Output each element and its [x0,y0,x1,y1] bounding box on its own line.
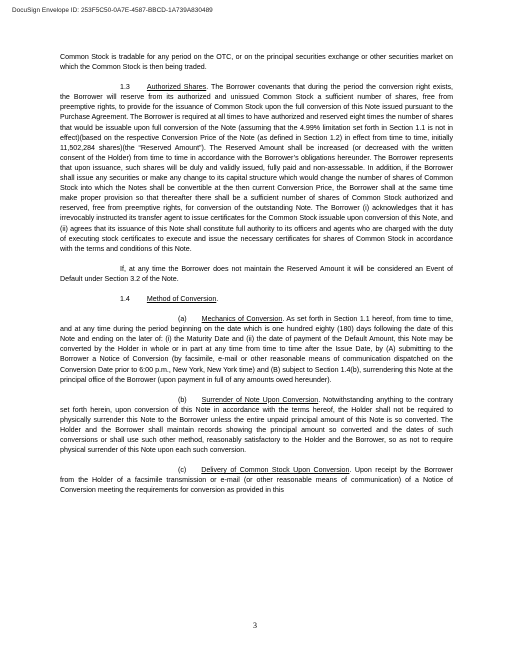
subsection-a-mechanics-of-conversion [60,314,453,385]
document-page [60,52,453,496]
paragraph-reserved-amount-default [60,264,453,284]
section-number: 1.3 [120,83,130,92]
section-heading-trail: . [216,294,219,303]
subsection-text: . As set forth in Section 1.1 hereof, from time to time, and at any time during the period beginning on the date which is one hundred eighty (180) days following the date of this Note and ending on the later of: (i) the Maturity Date and (ii) the date of payment of the Default Amount, this Note may be converted by the Holder in whole or in part at any time from time to time after the Issue Date, by (A) submitting to the Borrower a Notice of Conversion (by facsimile, e-mail or other reasonable means of communication dispatched on the Conversion Date prior to 6:00 p.m., New York, New York time) and (B) subject to Section 1.4(b), surrendering this Note at the principal office of the Borrower (upon payment in full of any amounts owed hereunder). [60,315,453,384]
paragraph-otc-trading: Common Stock is tradable for any period on the OTC, or on the principal securities exchange or other securities market on which the Common Stock is then being traded. [60,53,453,72]
subsection-label: (b) [178,395,187,404]
section-heading: Authorized Shares [146,83,207,92]
subsection-heading: Delivery of Common Stock Upon Conversion [201,466,350,475]
subsection-label: (a) [178,315,187,324]
paragraph-text: If, at any time the Borrower does not maintain the Reserved Amount it will be considered an Event of Default under Section 3.2 of the Note. [60,264,453,283]
subsection-text: . Upon receipt by the Borrower from the Holder of a facsimile transmission or e-mail (or other reasonable means of communication) of a Notice of Conversion meeting the requirements for conversion as provided in this [60,466,453,495]
section-1-4-method-of-conversion [60,294,453,304]
section-number: 1.4 [120,294,130,303]
docusign-envelope-id: DocuSign Envelope ID: 253F5C50-0A7E-4587-BBCD-1A739A830489 [12,7,213,14]
section-text: . The Borrower covenants that during the period the conversion right exists, the Borrower will reserve from its authorized and unissued Common Stock a sufficient number of shares, free from preemptive rights, to provide for the issuance of Common Stock upon the full conversion of this Note issued pursuant to the Purchase Agreement. The Borrower is required at all times to have authorized and reserved eight times the number of shares that would be issuable upon full conversion of the Note (assuming that the 4.99% limitation set forth in Section 1.1 is not in effect)(based on the respective Conversion Price of the Note (as defined in Section 1.2) in effect from time to time, initially 11,502,284 shares)(the “Reserved Amount”). The Reserved Amount shall be increased (or decreased with the written consent of the Holder) from time to time in accordance with the Borrower’s obligations hereunder. The Borrower represents that upon issuance, such shares will be duly and validly issued, fully paid and non-assessable. In addition, if the Borrower shall issue any securities or make any change to its capital structure which would change the number of shares of Common Stock into which the Notes shall be convertible at the then current Conversion Price, the Borrower shall at the same time make proper provision so that thereafter there shall be a sufficient number of shares of Common Stock authorized and reserved, free from preemptive rights, for conversion of the outstanding Note. The Borrower (i) acknowledges that it has irrevocably instructed its transfer agent to issue certificates for the Common Stock issuable upon conversion of this Note, and (ii) agrees that its issuance of this Note shall constitute full authority to its officers and agents who are charged with the duty of executing stock certificates to execute and issue the necessary certificates for shares of Common Stock in accordance with the terms and conditions of this Note. [60,83,453,253]
subsection-b-surrender-of-note [60,395,453,456]
section-1-3-authorized-shares [60,82,453,254]
subsection-text: . Notwithstanding anything to the contrary set forth herein, upon conversion of this Note in accordance with the terms hereof, the Holder shall not be required to physically surrender this Note to the Borrower unless the entire unpaid principal amount of this Note is so converted. The Holder and the Borrower shall maintain records showing the principal amount so converted and the dates of such conversions or shall use such other method, reasonably satisfactory to the Holder and the Borrower, so as not to require physical surrender of this Note upon each such conversion. [60,395,453,455]
subsection-heading: Surrender of Note Upon Conversion [201,395,319,404]
page-number: 3 [253,621,257,630]
subsection-heading: Mechanics of Conversion [201,315,283,324]
section-heading: Method of Conversion [146,294,217,303]
subsection-c-delivery-of-common-stock [60,465,453,495]
subsection-label: (c) [178,466,187,475]
